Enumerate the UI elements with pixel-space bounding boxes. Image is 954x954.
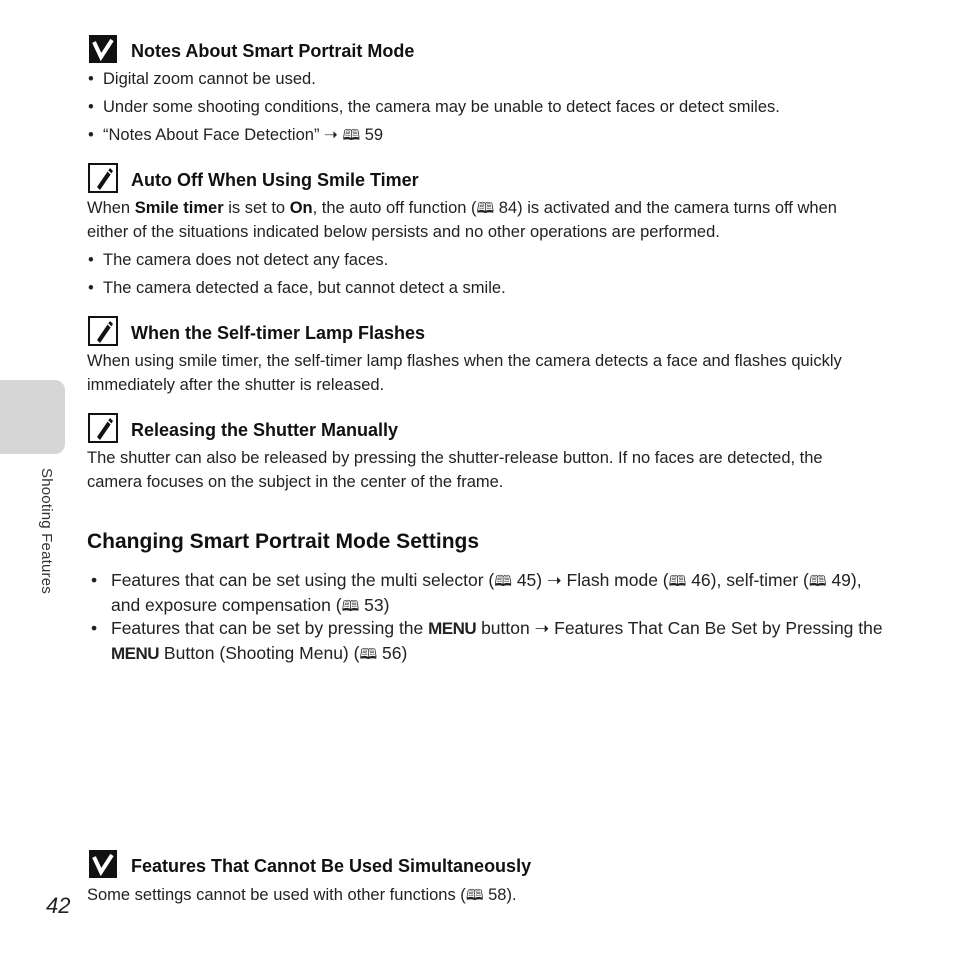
setting-value: On [289, 199, 313, 217]
list-item: • The camera does not detect any faces. [88, 251, 389, 269]
book-reference-icon: 🕮 [808, 572, 827, 590]
note-title: Features That Cannot Be Used Simultaneously [131, 855, 532, 876]
note-cannot-simultaneous-header [88, 847, 531, 881]
section-label: Shooting Features [38, 468, 55, 594]
arrow-icon: ➝ [324, 126, 338, 144]
list-item: • “Notes About Face Detection” ➝ 🕮 59 [88, 126, 384, 144]
paragraph: When Smile timer is set to On, the auto off function (🕮 84) is activated and the camera turns off when either of the situations indicated below persists and no other operations are performed. [87, 199, 837, 241]
list-item: • Features that can be set by pressing the MENU button ➝ Features That Can Be Set by Pressing the MENU Button (Shooting Menu) (🕮 56) [91, 618, 883, 663]
section-tab [0, 380, 65, 454]
note-title: When the Self-timer Lamp Flashes [131, 322, 426, 343]
list-item: • The camera detected a face, but cannot detect a smile. [88, 279, 506, 297]
checkmark-caution-icon [88, 34, 118, 64]
arrow-icon: ➝ [534, 618, 550, 638]
note-title: Notes About Smart Portrait Mode [131, 40, 415, 61]
list-item: • Under some shooting conditions, the camera may be unable to detect faces or detect smiles. [88, 98, 780, 116]
note-title: Releasing the Shutter Manually [131, 419, 399, 440]
book-reference-icon: 🕮 [359, 645, 378, 663]
checkmark-caution-icon [88, 849, 118, 879]
book-reference-icon: 🕮 [465, 886, 484, 904]
pencil-note-icon [88, 163, 118, 193]
section-heading: Changing Smart Portrait Mode Settings [87, 530, 480, 553]
list-item: • Digital zoom cannot be used. [88, 70, 316, 88]
page-number: 42 [46, 893, 71, 918]
book-reference-icon: 🕮 [494, 572, 512, 590]
book-reference-icon: 🕮 [476, 199, 495, 217]
pencil-note-icon [88, 413, 118, 443]
note-release-manually-header [88, 411, 398, 445]
paragraph: When using smile timer, the self-timer lamp flashes when the camera detects a face and flashes quickly immediately after the shutter is released. [87, 352, 842, 394]
note-self-timer-lamp-header [88, 314, 425, 348]
book-reference-icon: 🕮 [342, 126, 361, 144]
menu-button-icon: MENU [428, 619, 477, 638]
list-item: • Features that can be set using the multi selector (🕮 45) ➝ Flash mode (🕮 46), self-timer (🕮 49), and exposure compensation (🕮 53) [91, 570, 862, 615]
note-smart-portrait-header [88, 32, 414, 66]
note-title: Auto Off When Using Smile Timer [131, 169, 419, 190]
cross-reference-text: “Notes About Face Detection” [103, 126, 320, 144]
book-reference-icon: 🕮 [668, 572, 687, 590]
setting-name: Smile timer [134, 199, 224, 217]
book-reference-icon: 🕮 [341, 597, 360, 615]
paragraph: The shutter can also be released by pressing the shutter-release button. If no faces are detected, the camera focuses on the subject in the center of the frame. [87, 449, 823, 491]
note-auto-off-header [88, 161, 419, 195]
arrow-icon: ➝ [546, 570, 562, 590]
reference-page: 59 [364, 126, 384, 144]
menu-button-icon: MENU [111, 644, 160, 663]
paragraph: Some settings cannot be used with other functions (🕮 58). [87, 886, 517, 904]
pencil-note-icon [88, 316, 118, 346]
